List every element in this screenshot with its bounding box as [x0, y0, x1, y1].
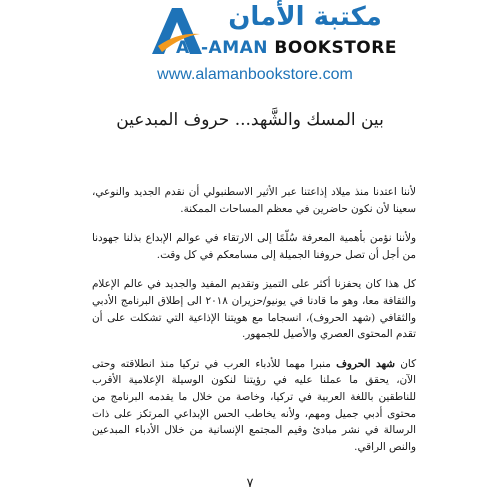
- brand-name-arabic: مكتبة الأمان: [228, 2, 382, 32]
- paragraph-2: ولأننا نؤمن بأهمية المعرفة سُلّمًا إلى الارتقاء في عوالم الإبداع بذلنا جهودنا من أجل أن تصل حروفنا الجميلة إلى مسامعكم في كل وقت.: [92, 232, 416, 261]
- brand-name-english-part1: AL-AMAN: [176, 38, 269, 58]
- brand-name-english-part2: BOOKSTORE: [268, 38, 397, 58]
- page-number: ٧: [246, 476, 254, 491]
- paragraph-3: كل هذا كان يحفزنا أكثر على التميز وتقديم المفيد والجديد في عالم الإعلام والثقافة معا، وهو ما قادنا في يونيو/حزيران ٢٠١٨ الى إطلاق البرنامج الأدبي والثقافي (شهد الحروف)، انسجاما مع هويتنا الإذاعية التي تشكلت على أن تقدم المحتوى العصري والأصيل للجمهور.: [92, 278, 416, 341]
- bookstore-header: [0, 0, 500, 92]
- website-url[interactable]: www.alamanbookstore.com: [157, 66, 353, 83]
- page-title: بين المسك والشَّهد... حروف المبدعين: [116, 110, 384, 130]
- paragraph-1: لأننا اعتدنا منذ ميلاد إذاعتنا عبر الأثير الاسطنبولي أن نقدم الجديد والنوعي، سعينا لأن نكون حاضرين في معظم المساحات الممكنة.: [92, 186, 416, 215]
- program-name-bold: شهد الحروف: [336, 357, 395, 370]
- paragraph-4: [92, 356, 416, 456]
- paragraph-4-text: منبرا مهما للأدباء العرب في تركيا منذ انطلاقته وحتى الآن، يحقق ما عملنا عليه في رؤيتنا لنكون الوسيلة الإعلامية الأقرب للناطقين باللغة العربية في تركيا، وخاصة من خلال ما يقدمه البرنامج من محتوى أدبي جميل ومهم، ولأنه يخاطب الحس الإبداعي المرتكز على ذات الرسالة في نشر مبادئ وقيم المجتمع الإنسانية من خلال الأدباء المبدعين والنص الراقي.: [92, 357, 416, 453]
- brand-name-english: [176, 36, 426, 60]
- paragraph-4-prefix: كان: [394, 357, 417, 370]
- body-text: [92, 184, 416, 464]
